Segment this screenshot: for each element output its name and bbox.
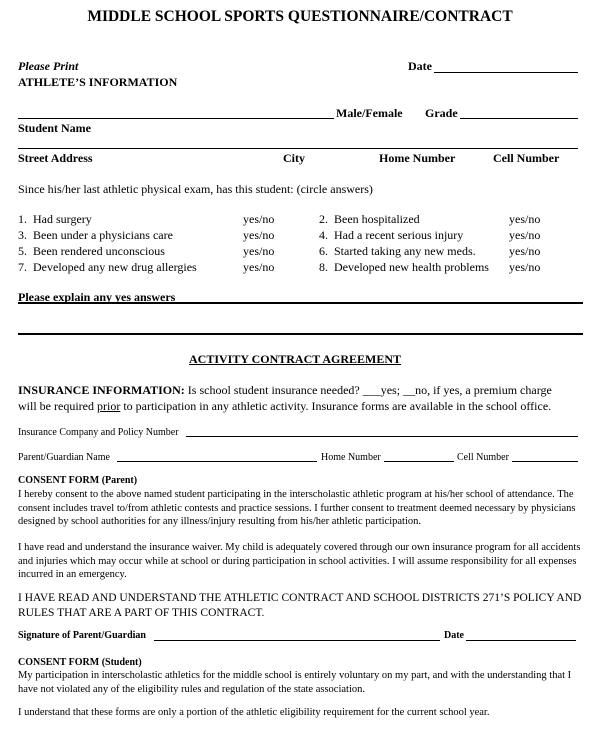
exam-question: Since his/her last athletic physical exam, has this student: (circle answers) [18, 182, 373, 196]
parent-cell-number-label: Cell Number [457, 452, 509, 463]
parent-home-number-label: Home Number [321, 452, 381, 463]
date-label: Date [408, 59, 432, 73]
consent-parent-paragraph-1: I hereby consent to the above named student participating in the interscholastic athletic program at his/her school of attendance. The consent includes travel to/from athletic contests and practice sessions. I further consent to treatment deemed necessary by physicians designed by school authorities for any illness/injury resulting from his/her athletic participation. [18, 489, 576, 527]
question-6: 6. Started taking any new meds. [319, 244, 476, 258]
question-5: 5. Been rendered unconscious [18, 244, 165, 258]
parent-home-number-field[interactable] [384, 461, 454, 462]
insurance-company-label: Insurance Company and Policy Number [18, 427, 179, 438]
male-female-label: Male/Female [336, 106, 403, 120]
question-7: 7. Developed any new drug allergies [18, 260, 197, 274]
parent-name-label: Parent/Guardian Name [18, 452, 110, 463]
student-name-field[interactable] [18, 118, 334, 119]
student-name-label: Student Name [18, 121, 92, 135]
grade-label: Grade [425, 106, 458, 120]
consent-student-paragraph-2: I understand that these forms are only a portion of the athletic eligibility requirement for the current school year. [18, 707, 490, 718]
question-2: 2. Been hospitalized [319, 212, 420, 226]
home-number-label: Home Number [379, 151, 456, 165]
city-label: City [283, 151, 305, 165]
street-address-label: Street Address [18, 151, 93, 165]
grade-field[interactable] [460, 118, 578, 119]
question-8: 8. Developed new health problems [319, 260, 489, 274]
date-field[interactable] [434, 72, 578, 73]
answer-6[interactable]: yes/no [509, 244, 541, 258]
athlete-info-heading: ATHLETE’S INFORMATION [18, 75, 178, 89]
explain-line-2[interactable] [18, 333, 583, 335]
cell-number-label: Cell Number [493, 151, 560, 165]
insurance-company-field[interactable] [186, 436, 578, 437]
consent-student-heading: CONSENT FORM (Student) [18, 657, 142, 668]
page-title: MIDDLE SCHOOL SPORTS QUESTIONNAIRE/CONTRACT [87, 8, 513, 25]
question-1: 1. Had surgery [18, 212, 92, 226]
answer-3[interactable]: yes/no [243, 228, 275, 242]
consent-parent-paragraph-2: I have read and understand the insurance waiver. My child is adequately covered through our own insurance program for all accidents and injuries which may occur while at school or during participation in school activities. I will assume responsibility for all expenses incurred in an emergency. [18, 542, 581, 580]
signature-date-field[interactable] [466, 640, 576, 641]
parent-name-field[interactable] [117, 461, 317, 462]
answer-5[interactable]: yes/no [243, 244, 275, 258]
question-3: 3. Been under a physicians care [18, 228, 173, 242]
parent-cell-number-field[interactable] [512, 461, 578, 462]
answer-4[interactable]: yes/no [509, 228, 541, 242]
explain-label: Please explain any yes answers [18, 290, 176, 304]
explain-line-1[interactable] [18, 302, 583, 304]
answer-1[interactable]: yes/no [243, 212, 275, 226]
consent-student-paragraph-1: My participation in interscholastic athletics for the middle school is entirely voluntary on my part, and with the understanding that I have not violated any of the eligibility rules and regulation of the state association. [18, 670, 572, 695]
insurance-line-1: INSURANCE INFORMATION: Is school student insurance needed? ___yes; __no, if yes, a premium charge [18, 383, 552, 397]
address-line-field[interactable] [18, 148, 578, 149]
consent-parent-paragraph-3: I HAVE READ AND UNDERSTAND THE ATHLETIC CONTRACT AND SCHOOL DISTRICTS 271’S POLICY AND RULES THAT ARE A PART OF THIS CONTRACT. [18, 592, 582, 619]
signature-parent-label: Signature of Parent/Guardian [18, 630, 146, 641]
answer-2[interactable]: yes/no [509, 212, 541, 226]
please-print-label: Please Print [18, 59, 79, 73]
signature-parent-field[interactable] [154, 640, 440, 641]
consent-parent-heading: CONSENT FORM (Parent) [18, 475, 138, 486]
insurance-line-2: will be required prior to participation in any athletic activity. Insurance forms are available in the school office. [18, 399, 552, 413]
contract-heading: ACTIVITY CONTRACT AGREEMENT [189, 352, 402, 366]
question-4: 4. Had a recent serious injury [319, 228, 464, 242]
answer-8[interactable]: yes/no [509, 260, 541, 274]
answer-7[interactable]: yes/no [243, 260, 275, 274]
signature-date-label: Date [444, 630, 464, 641]
